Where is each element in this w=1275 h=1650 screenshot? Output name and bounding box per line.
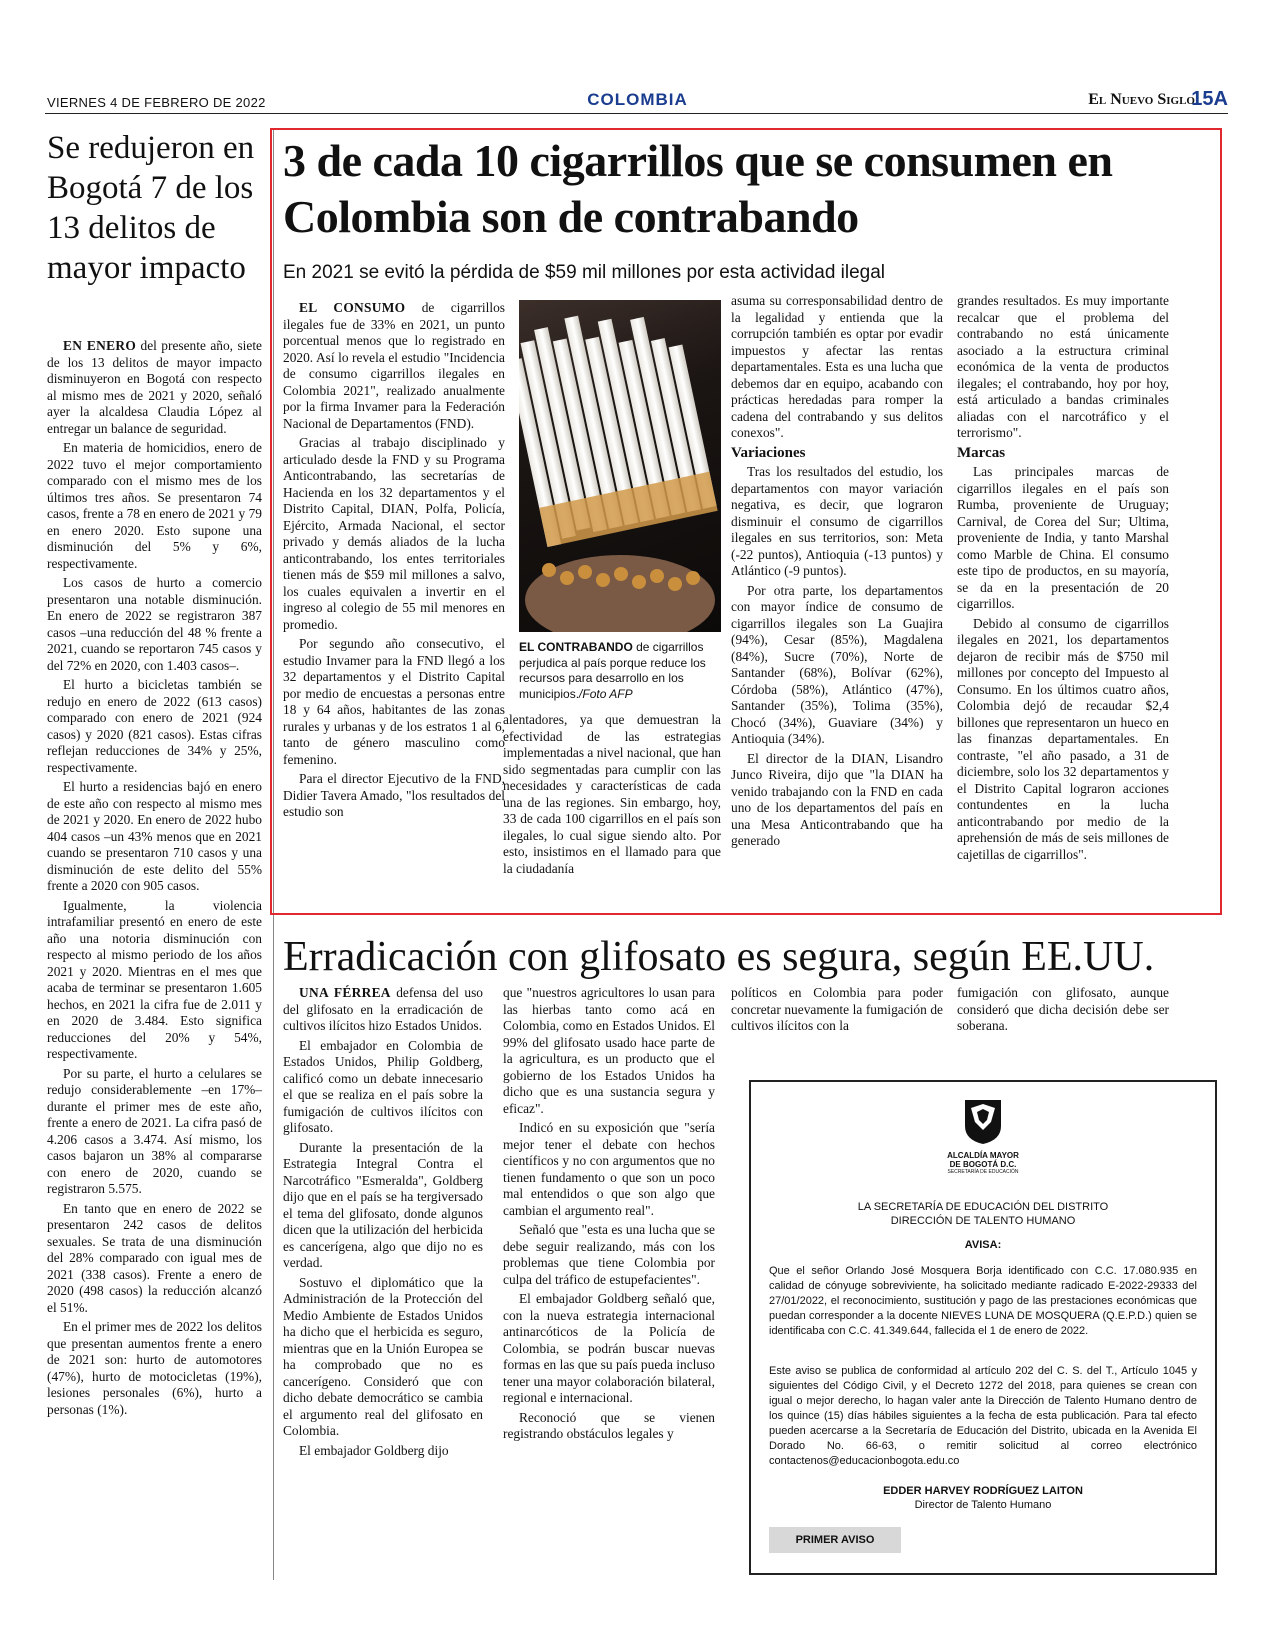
- left-paragraph: Los casos de hurto a comercio presentaron una notable disminución. En enero de 2022 se registraron 387 casos –una reducción del 48 % frente a 2021, cuando se reportaron 745 casos y del 72% en 2020, con 1.403 casos–.: [47, 575, 262, 673]
- second-paragraph: Sostuvo el diplomático que la Administración de la Protección del Medio Ambiente de Estados Unidos ha dicho que el herbicida es seguro, mientras que en la Unión Europea se ha comprobado que no es cancerígeno. Consideró que con dicho debate democrático se cambia el argumento real del glifosato en Colombia.: [283, 1274, 483, 1438]
- cigarettes-photo: [519, 300, 721, 632]
- main-paragraph: Las principales marcas de cigarrillos ilegales en el país son Rumba, proveniente de Uruguay; Carnival, de Corea del Sur; Ultima, proveniente de India, y tanto Marshal como Marble de China. El consumo este tipo de productos, en su mayoría, se da en la presentación de 20 cigarrillos.: [957, 464, 1169, 611]
- second-paragraph: Reconoció que se vienen registrando obstáculos legales y: [503, 1409, 715, 1441]
- main-paragraph: Por segundo año consecutivo, el estudio Invamer para la FND llegó a los 32 departamentos y el Distrito Capital por medio de encuestas a personas entre 18 y 64 años, habitantes de las zonas rurales y urbanas y de los estratos 1 al 6, tanto de género masculino como femenino.: [283, 636, 505, 767]
- notice-org: [769, 1200, 1197, 1252]
- main-paragraph: Para el director Ejecutivo de la FND, Didier Tavera Amado, "los resultados del estudio son: [283, 771, 505, 819]
- lead-word: UNA FÉRREA: [299, 985, 391, 1000]
- notice-title: AVISA:: [964, 1239, 1002, 1251]
- left-paragraph: En tanto que en enero de 2022 se presentaron 242 casos de delitos sexuales. Se trata de una disminución del 28% comparado con igual mes de 2021 (338 casos). Frente a enero de 2020 (498 casos) la reducción alcanzó el 51%.: [47, 1200, 262, 1315]
- main-paragraph: Tras los resultados del estudio, los departamentos con mayor variación negativa, es decir, que lograron disminuir el consumo de cigarrillos ilegales en sus territorios, son: Meta (-22 puntos), Antioquia (-13 puntos) y Atlántico (-9 puntos).: [731, 464, 943, 578]
- second-paragraph: que "nuestros agricultores lo usan para las hierbas tanto como acá en Colombia, como en Estados Unidos. El 99% del glifosato usado hace parte de la agricultura, es un producto que el gobierno de los Estados Unidos ha dicho que es una sustancia segura y eficaz".: [503, 985, 715, 1116]
- issue-date: VIERNES 4 DE FEBRERO DE 2022: [47, 95, 266, 110]
- second-paragraph: Durante la presentación de la Estrategia Integral Contra el Narcotráfico "Esmeralda", Goldberg dijo que en el país se ha tergiversado el tema del glifosato, donde algunos dicen que la utilización del herbicida es cancerígena, algo que dijo no es verdad.: [283, 1139, 483, 1270]
- main-paragraph: grandes resultados. Es muy importante recalcar que el problema del contrabando no está únicamente asociado a la estructura criminal económica de la venta de productos ilegales; el contrabando, hoy por hoy, está articulado a bandas criminales aliadas con el narcotráfico y el terrorismo".: [957, 293, 1169, 440]
- main-paragraph: alentadores, ya que demuestran la efectividad de las estrategias implementadas a nivel nacional, que han sido segmentadas para cumplir con las necesidades y características de cada una de las regiones. Sin embargo, hoy, 33 de cada 100 cigarrillos en el país son ilegales, lo cual sigue siendo alto. Por esto, insistimos en el llamado para que la ciudadanía: [503, 712, 721, 876]
- second-paragraph: El embajador Goldberg dijo: [299, 1442, 449, 1458]
- second-paragraph: UNA FÉRREA defensa del uso del glifosato en la erradicación de cultivos ilícitos hizo Estados Unidos.: [283, 985, 483, 1033]
- main-paragraph: Por otra parte, los departamentos con mayor índice de consumo de cigarrillos ilegales son La Guajira (94%), Cesar (85%), Magdalena (84%), Sucre (70%), Norte de Santander (68%), Bolívar (62%), Córdoba (58%), Atlántico (47%), Santander (35%), Tolima (35%), Chocó (34%), Guaviare (34%) y Antioquia (34%).: [731, 582, 943, 746]
- main-col-2: [503, 712, 721, 880]
- subhead-variaciones: Variaciones: [731, 444, 806, 461]
- newspaper-name: El Nuevo Siglo: [1088, 91, 1195, 108]
- second-col-2: [503, 985, 715, 1446]
- left-paragraph: El hurto a bicicletas también se redujo en enero de 2022 (613 casos) comparado con enero de 2021 (924 casos) y 2020 (821 casos). Estas cifras reflejan reducciones de 34% y 25%, respectivamente.: [47, 677, 262, 775]
- logo-line-3: SECRETARÍA DE EDUCACIÓN: [947, 1169, 1019, 1175]
- main-paragraph: EL CONSUMO de cigarrillos ilegales fue de 33% en 2021, un punto porcentual menos que lo registrado en 2020. Así lo revela el estudio "Incidencia de consumo cigarrillos ilegales en Colombia 2021", realizado anualmente por la firma Invamer para la Federación Nacional de Departamentos (FND).: [283, 300, 505, 431]
- notice-dept: DIRECCIÓN DE TALENTO HUMANO: [890, 1215, 1076, 1227]
- second-col-3: [731, 985, 943, 1038]
- page-number: 15A: [1191, 88, 1228, 110]
- main-col-4: [957, 293, 1169, 866]
- signer-name: EDDER HARVEY RODRÍGUEZ LAITON: [883, 1485, 1083, 1497]
- notice-signature: [769, 1484, 1197, 1512]
- official-notice: [749, 1080, 1217, 1575]
- lead-word: EL CONSUMO: [299, 300, 406, 315]
- main-headline: 3 de cada 10 cigarrillos que se consumen en Colombia son de contrabando: [283, 135, 1113, 242]
- second-paragraph: Indicó en su exposición que "sería mejor tener el debate con hechos científicos y no con argumentos que no tienen fundamento o que son un poco mal entendidos o que son algo que cambian el argumento real".: [503, 1120, 715, 1218]
- lead-word: EN ENERO: [63, 338, 137, 353]
- photo-caption: EL CONTRABANDO de cigarrillos perjudica al país porque reduce los recursos para desarrollo en los municipios./Foto AFP: [519, 640, 706, 701]
- signer-title: Director de Talento Humano: [914, 1499, 1052, 1511]
- main-paragraph: asuma su corresponsabilidad dentro de la legalidad y entienda que la corrupción también es optar por evadir impuestos y afectar las rentas departamentales. Esta es una lucha que debemos dar en equipo, acabando con prácticas heredadas para romper la cadena del contrabando y sus delitos conexos".: [731, 293, 943, 440]
- second-headline: Erradicación con glifosato es segura, según EE.UU.: [283, 934, 1155, 980]
- second-paragraph: El embajador en Colombia de Estados Unidos, Philip Goldberg, calificó como un debate innecesario el que se realiza en el país sobre la fumigación de cultivos ilícitos con glifosato.: [283, 1037, 483, 1135]
- main-col-1: [283, 300, 505, 824]
- left-paragraph: En materia de homicidios, enero de 2022 tuvo el mejor comportamiento comparado con el mismo mes de los últimos tres años. Se presentaron 74 casos, frente a 78 en enero de 2021 y 79 en enero 2020. Esto supone una disminución del 5% y 6%, respectivamente.: [47, 440, 262, 571]
- left-paragraph: El hurto a residencias bajó en enero de este año con respecto al mismo mes de 2021 y 2020. En enero de 2022 hubo 404 casos –un 43% menos que en 2021 cuando se presentaron 710 casos y una disminución de este delito del 55% frente a 2020 con 905 casos.: [47, 779, 262, 893]
- subhead-marcas: Marcas: [957, 444, 1006, 461]
- main-paragraph: Gracias al trabajo disciplinado y articulado desde la FND y su Programa Anticontrabando, las secretarías de Hacienda en los 32 departamentos y el Distrito Capital, DIAN, Polfa, Policía, Ejército, Armada Nacional, el sector privado y demás aliados de la lucha anticontrabando, los entes territoriales tienen más de $59 mil millones a salvo, los cuales equivalen a invertir en el ingreso al colegio de 55 mil menores en promedio.: [283, 435, 505, 632]
- notice-paragraph-2: Este aviso se publica de conformidad al artículo 202 del C. S. del T., Artículo 1045 y siguientes del Código Civil, y el Decreto 1272 del 2018, para quienes se crean con igual o mejor derecho, lo hagan valer ante la Dirección de Talento Humano dentro de los quince (15) días hábiles siguientes a la fecha de esta publicación. Para tal efecto pueden acercarse a la Secretaría de Educación del Distrito, ubicada en la Avenida El Dorado No. 66-63, o remitir solicitud al correo electrónico contactenos@educacionbogota.edu.co: [769, 1365, 1197, 1467]
- left-paragraph: Igualmente, la violencia intrafamiliar presentó en enero de este año una notoria disminución con respecto al mismo periodo de los años 2021 y 2020. Mientras en el mes que acaba de terminar se presentaron 1.605 hechos, en 2021 la cifra fue de 2.011 y en 2020 de 3.484. Esto significa reducciones del 20% y 54%, respectivamente.: [47, 897, 262, 1061]
- notice-logo: [769, 1096, 1197, 1176]
- main-paragraph: Debido al consumo de cigarrillos ilegales en 2021, los departamentos dejaron de recibir más de $750 mil millones por concepto del Impuesto al Consumo. En los últimos cuatro años, Colombia dejó de recaudar $2,4 billones que representaron un hueco en las finanzas departamentales. En contraste, "el año pasado, a 31 de diciembre, solo los 32 departamentos y el Distrito Capital lograron acciones contundentes en la lucha anticontrabando por medio de la aprehensión de más de seis millones de cajetillas de cigarrillos".: [957, 615, 1169, 862]
- left-paragraph: EN ENERO del presente año, siete de los 13 delitos de mayor impacto disminuyeron en Bogotá con respecto al mismo mes de 2021 y 2020, señaló ayer la alcaldesa Claudia López al entregar un balance de seguridad.: [47, 338, 262, 436]
- main-col-3: [731, 293, 943, 853]
- logo-line-2: DE BOGOTÁ D.C.: [949, 1160, 1017, 1169]
- caption-lead: EL CONTRABANDO: [519, 640, 633, 654]
- left-paragraph: Por su parte, el hurto a celulares se redujo considerablemente –en 17%– durante el primer mes de este año, frente a enero de 2021. La cifra pasó de 4.206 casos a 3.474. Así mismo, los casos bajaron un 38% al compararse con enero de 2020, cuando se registraron 5.575.: [47, 1065, 262, 1196]
- second-paragraph: Señaló que "esta es una lucha que se debe seguir realizando, más con los problemas que tiene Colombia por culpa del tráfico de estupefacientes".: [503, 1222, 715, 1287]
- notice-badge: PRIMER AVISO: [769, 1527, 901, 1553]
- second-col-4: [957, 985, 1169, 1038]
- logo-line-1: ALCALDÍA MAYOR: [947, 1151, 1019, 1160]
- second-paragraph: políticos en Colombia para poder concretar nuevamente la fumigación de cultivos ilícitos con la: [731, 985, 943, 1033]
- notice-paragraph-1: Que el señor Orlando José Mosquera Borja identificado con C.C. 17.080.935 en calidad de cónyuge sobreviviente, ha solicitado mediante radicado E-2022-29333 del 27/01/2022, el reconocimiento, sustitución y pago de las prestaciones económicas que puedan corresponder a la docente NIEVES LUNA DE MOSQUERA (Q.E.P.D.) quien se identificaba con C.C. 41.349.644, fallecida el 1 de enero de 2022.: [769, 1265, 1197, 1337]
- second-paragraph: El embajador Goldberg señaló que, con la nueva estrategia internacional antinarcóticos de la Policía de Colombia, se podrán buscar nuevas formas en las que su país pueda incluso tener una mayor colaboración bilateral, regional e internacional.: [503, 1291, 715, 1405]
- left-article-body: [47, 338, 262, 1421]
- left-paragraph: En el primer mes de 2022 los delitos que presentan aumentos frente a enero de 2021 son: hurto de automotores (47%), hurto de motocicletas (19%), lesiones personales (6%), hurto a personas (1%).: [47, 1319, 262, 1417]
- notice-org-name: LA SECRETARÍA DE EDUCACIÓN DEL DISTRITO: [857, 1201, 1109, 1213]
- cigarettes-illustration: [519, 300, 721, 632]
- left-headline: Se redujeron en Bogotá 7 de los 13 delitos de mayor impacto: [47, 130, 255, 286]
- second-col-1: [283, 985, 483, 1462]
- main-paragraph: El director de la DIAN, Lisandro Junco Riveira, dijo que "la DIAN ha venido trabajando con la FND en cada uno de los departamentos del país en una Mesa Anticontrabando que ha generado: [731, 750, 943, 848]
- second-paragraph: fumigación con glifosato, aunque consideró que dicha decisión debe ser soberana.: [957, 985, 1169, 1033]
- header-rule: [45, 113, 1228, 114]
- section-title: COLOMBIA: [587, 90, 688, 109]
- bogota-crest-icon: [961, 1096, 1005, 1146]
- main-subheadline: En 2021 se evitó la pérdida de $59 mil millones por esta actividad ilegal: [283, 262, 886, 283]
- photo-credit: /Foto AFP: [579, 686, 633, 701]
